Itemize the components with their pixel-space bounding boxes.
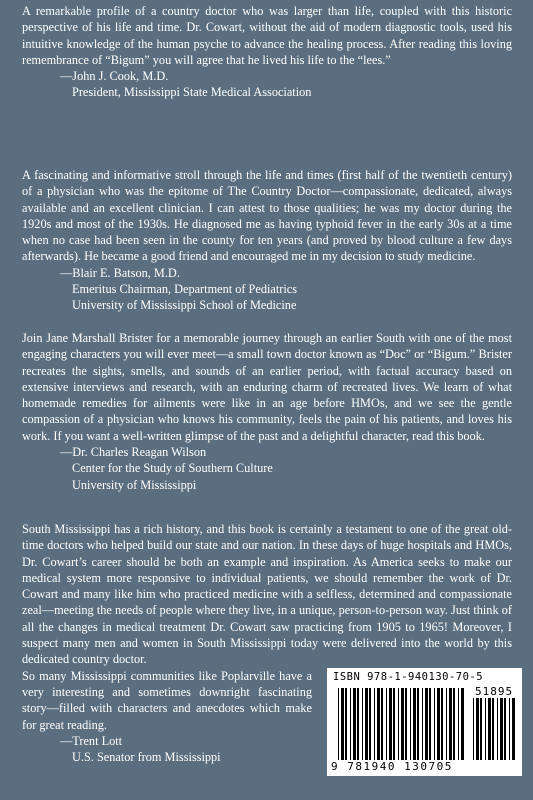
barcode-bar xyxy=(417,688,419,760)
blurb-wilson xyxy=(22,330,512,493)
attribution-institution: University of Mississippi xyxy=(72,477,197,492)
barcode-bar xyxy=(500,698,503,760)
barcode-bar xyxy=(485,698,486,760)
barcode-bar xyxy=(434,688,435,760)
barcode-bar xyxy=(365,688,368,760)
barcode-bar xyxy=(362,688,363,760)
barcode-bar xyxy=(488,698,491,760)
attribution-name: —Blair E. Batson, M.D. xyxy=(60,265,180,280)
barcode-bar xyxy=(398,688,399,760)
barcode-bar xyxy=(350,688,351,760)
attribution-name: —Dr. Charles Reagan Wilson xyxy=(60,445,207,460)
barcode-bar xyxy=(437,688,440,760)
barcode-bar xyxy=(512,698,515,760)
barcode-bar xyxy=(393,688,395,760)
attribution xyxy=(60,444,512,493)
blurb-cook xyxy=(22,3,512,101)
attribution-name: —John J. Cook, M.D. xyxy=(60,69,169,84)
isbn-number: ISBN 978-1-940130-70-5 xyxy=(333,671,484,683)
attribution-title: U.S. Senator from Mississippi xyxy=(72,750,221,765)
barcode-bar xyxy=(377,688,380,760)
attribution-title: Center for the Study of Southern Culture xyxy=(72,461,273,476)
barcode-bar xyxy=(476,698,479,760)
barcode-bar xyxy=(422,688,423,760)
barcode-bar xyxy=(345,688,347,760)
barcode-bar xyxy=(429,688,431,760)
attribution-title: President, Mississippi State Medical Association xyxy=(72,85,312,100)
barcode-bar xyxy=(446,688,447,760)
blurb-batson xyxy=(22,167,512,314)
barcode-bar xyxy=(369,688,371,760)
blurb-text: Join Jane Marshall Brister for a memorable journey through an earlier South with one of the most engaging characters you will ever meet—a small town doctor known as “Doc” or “Bigum.” Brister recreates the sights, smells, and sounds of an earlier period, with factual accuracy based on extensive interviews and research, with an enduring charm of recreated lives. We learn of what homemade remedies for ailments were like in an age before HMOs, and we see the gentle compassion of a physician who knows his community, feels the pain of his patients, and loves his work. If you want a well-written glimpse of the past and a delightful character, read this book. xyxy=(22,331,512,443)
barcode-bar xyxy=(509,698,510,760)
attribution xyxy=(60,68,512,101)
barcode-bar xyxy=(441,688,443,760)
blurb-text: A fascinating and informative stroll through the life and times (first half of the twentieth century) of a physician who was the epitome of The Country Doctor—compassionate, dedicated, always available and an excellent clinician. I can attest to those qualities; he was my doctor during the 1920s and most of the 1930s. He diagnosed me as having typhoid fever in the early 30s at a time when no case had been seen in the county for ten years (and proved by blood culture a few days afterwards). He became a good friend and encouraged me in my decision to study medicine. xyxy=(22,168,512,264)
barcode-bar xyxy=(405,688,407,760)
blurb-text-continued: So many Mississippi communities like Poplarville have a very interesting and sometimes downright fascinating story—filled with characters and anecdotes which make for great reading. xyxy=(22,668,312,732)
price-code: 51895 xyxy=(475,685,514,698)
barcode-bar xyxy=(453,688,455,760)
barcode-bar xyxy=(492,698,494,760)
blurb-text: A remarkable profile of a country doctor who was larger than life, coupled with this historic perspective of his life and time. Dr. Cowart, without the aid of modern diagnostic tools, used his intuitive knowledge of the human psyche to advance the healing process. After reading this loving remembrance of “Bigum” you will agree that he lived his life to the “lees.” xyxy=(22,4,512,67)
barcode-bar xyxy=(410,688,411,760)
barcode-bar xyxy=(473,698,474,760)
barcode-bar xyxy=(341,688,344,760)
barcode-bar xyxy=(504,698,506,760)
attribution xyxy=(60,265,512,314)
barcode-bar xyxy=(374,688,375,760)
barcode-bar xyxy=(386,688,387,760)
ean-bars xyxy=(337,688,465,760)
attribution-institution: University of Mississippi School of Medicine xyxy=(72,298,297,313)
barcode-bar xyxy=(425,688,428,760)
price-bars xyxy=(472,698,516,760)
barcode-bar xyxy=(357,688,359,760)
barcode-bar xyxy=(449,688,452,760)
barcode-bar xyxy=(353,688,356,760)
barcode-bar xyxy=(461,688,464,760)
barcode-bar xyxy=(338,688,339,760)
barcode-bar xyxy=(458,688,459,760)
isbn-barcode xyxy=(327,668,522,776)
barcode-bar xyxy=(389,688,392,760)
attribution-title: Emeritus Chairman, Department of Pediatrics xyxy=(72,282,298,297)
barcode-bar xyxy=(497,698,498,760)
ean-number: 9 781940 130705 xyxy=(331,760,453,773)
blurb-text: South Mississippi has a rich history, and this book is certainly a testament to one of the great old-time doctors who helped build our state and our nation. In these days of huge hospitals and HMOs, Dr. Cowart’s career should be both an example and inspiration. As America seeks to make our medical system more responsive to individual patients, we should remember the work of Dr. Cowart and many like him who practiced medicine with a selfless, determined and compassionate zeal—meeting the needs of people where they live, in a unique, person-to-person way. Just think of all the changes in medical treatment Dr. Cowart saw practicing from 1905 to 1965! Moreover, I suspect many men and women in South Mississippi today were delivered into the world by this dedicated country doctor. xyxy=(22,522,512,667)
barcode-bar xyxy=(413,688,416,760)
barcode-bar xyxy=(381,688,383,760)
barcode-bar xyxy=(480,698,482,760)
attribution-name: —Trent Lott xyxy=(60,733,123,748)
barcode-bar xyxy=(401,688,404,760)
